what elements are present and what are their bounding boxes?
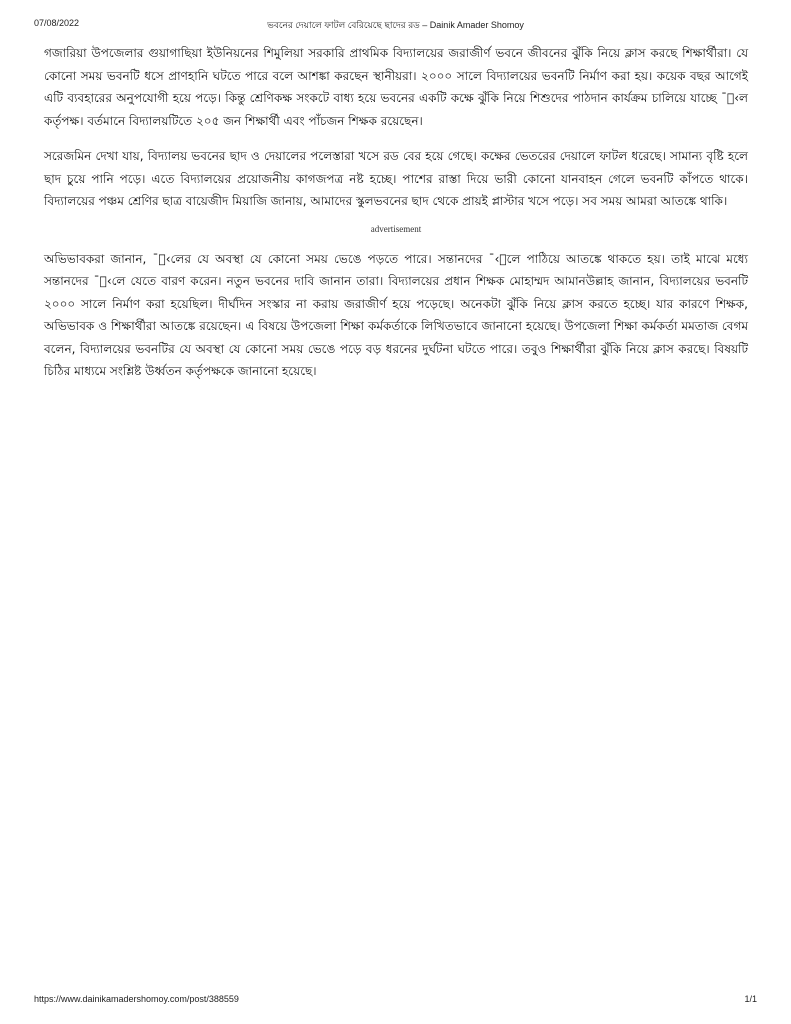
advertisement-label: advertisement [370, 223, 422, 234]
print-date: 07/08/2022 [34, 18, 80, 28]
article-body [44, 42, 748, 383]
article-paragraph: সরেজমিন দেখা যায়, বিদ্যালয় ভবনের ছাদ ও দেয়ালের পলেস্তারা খসে রড বের হয়ে গেছে। কক্ষের ভেতরের দেয়ালে ফাটল ধরেছে। সামান্য বৃষ্টি হলে ছাদ চুয়ে পানি পড়ে। এতে বিদ্যালয়ের প্রয়োজনীয় কাগজপত্র নষ্ট হচ্ছে। পাশের রাস্তা দিয়ে ভারী কোনো যানবাহন গেলে ভবনটি কাঁপতে থাকে। বিদ্যালয়ের পঞ্চম শ্রেণির ছাত্র বায়েজীদ মিয়াজি জানায়, আমাদের স্কুলভবনের ছাদ থেকে প্রায়ই প্লাস্টার খসে পড়ে। সব সময় আমরা আতঙ্কে থাকি। [44, 149, 748, 208]
article-paragraph: গজারিয়া উপজেলার গুয়াগাছিয়া ইউনিয়নের শিমুলিয়া সরকারি প্রাথমিক বিদ্যালয়ের জরাজীর্ণ ভবনে জীবনের ঝুঁকি নিয়ে ক্লাস করছে শিক্ষার্থীরা। যে কোনো সময় ভবনটি ধসে প্রাণহানি ঘটতে পারে বলে আশঙ্কা করছেন স্থানীয়রা। ২০০০ সালে বিদ্যালয়ের ভবনটি নির্মাণ করা হয়। কয়েক বছর আগেই এটি ব্যবহারের অনুপযোগী হয়ে পড়ে। কিন্তু শ্রেণিকক্ষ সংকটে বাধ্য হয়ে ভবনের একটি কক্ষে ঝুঁকি নিয়ে শিশুদের পাঠদান কার্যক্রম চালিয়ে যাচ্ছে ¯ু‹ল কর্তৃপক্ষ। বর্তমানে বিদ্যালয়টিতে ২০৫ জন শিক্ষার্থী এবং পাঁচজন শিক্ষক রয়েছেন। [44, 46, 748, 128]
page-title: ভবনের দেয়ালে ফাটল বেরিয়েছে ছাদের রড – Dainik Amader Shomoy [267, 20, 524, 30]
page-number: 1/1 [744, 994, 757, 1004]
source-url: https://www.dainikamadershomoy.com/post/388559 [34, 994, 239, 1004]
article-paragraph: অভিভাবকরা জানান, ¯ু‹লের যে অবস্থা যে কোনো সময় ভেঙে পড়তে পারে। সন্তানদের ¯‹ুলে পাঠিয়ে আতঙ্কে থাকতে হয়। তাই মাঝে মধ্যে সন্তানদের ¯ু‹লে যেতে বারণ করেন। নতুন ভবনের দাবি জানান তারা। বিদ্যালয়ের প্রধান শিক্ষক মোহাম্মদ আমানউল্লাহ জানান, বিদ্যালয়ের ভবনটি ২০০০ সালে নির্মাণ করা হয়েছিল। দীর্ঘদিন সংস্কার না করায় জরাজীর্ণ হয়ে পড়েছে। অনেকটা ঝুঁকি নিয়ে ক্লাস করতে হচ্ছে। যার কারণে শিক্ষক, অভিভাবক ও শিক্ষার্থীরা আতঙ্কে রয়েছেন। এ বিষয়ে উপজেলা শিক্ষা কর্মকর্তাকে লিখিতভাবে জানানো হয়েছে। উপজেলা শিক্ষা কর্মকর্তা মমতাজ বেগম বলেন, বিদ্যালয়ের ভবনটির যে অবস্থা যে কোনো সময় ভেঙে পড়ে বড় ধরনের দুর্ঘটনা ঘটতে পারে। তবুও শিক্ষার্থীরা ঝুঁকি নিয়ে ক্লাস করছে। বিষয়টি চিঠির মাধ্যমে সংশ্লিষ্ট উর্ধ্বতন কর্তৃপক্ষকে জানানো হয়েছে। [44, 251, 748, 378]
